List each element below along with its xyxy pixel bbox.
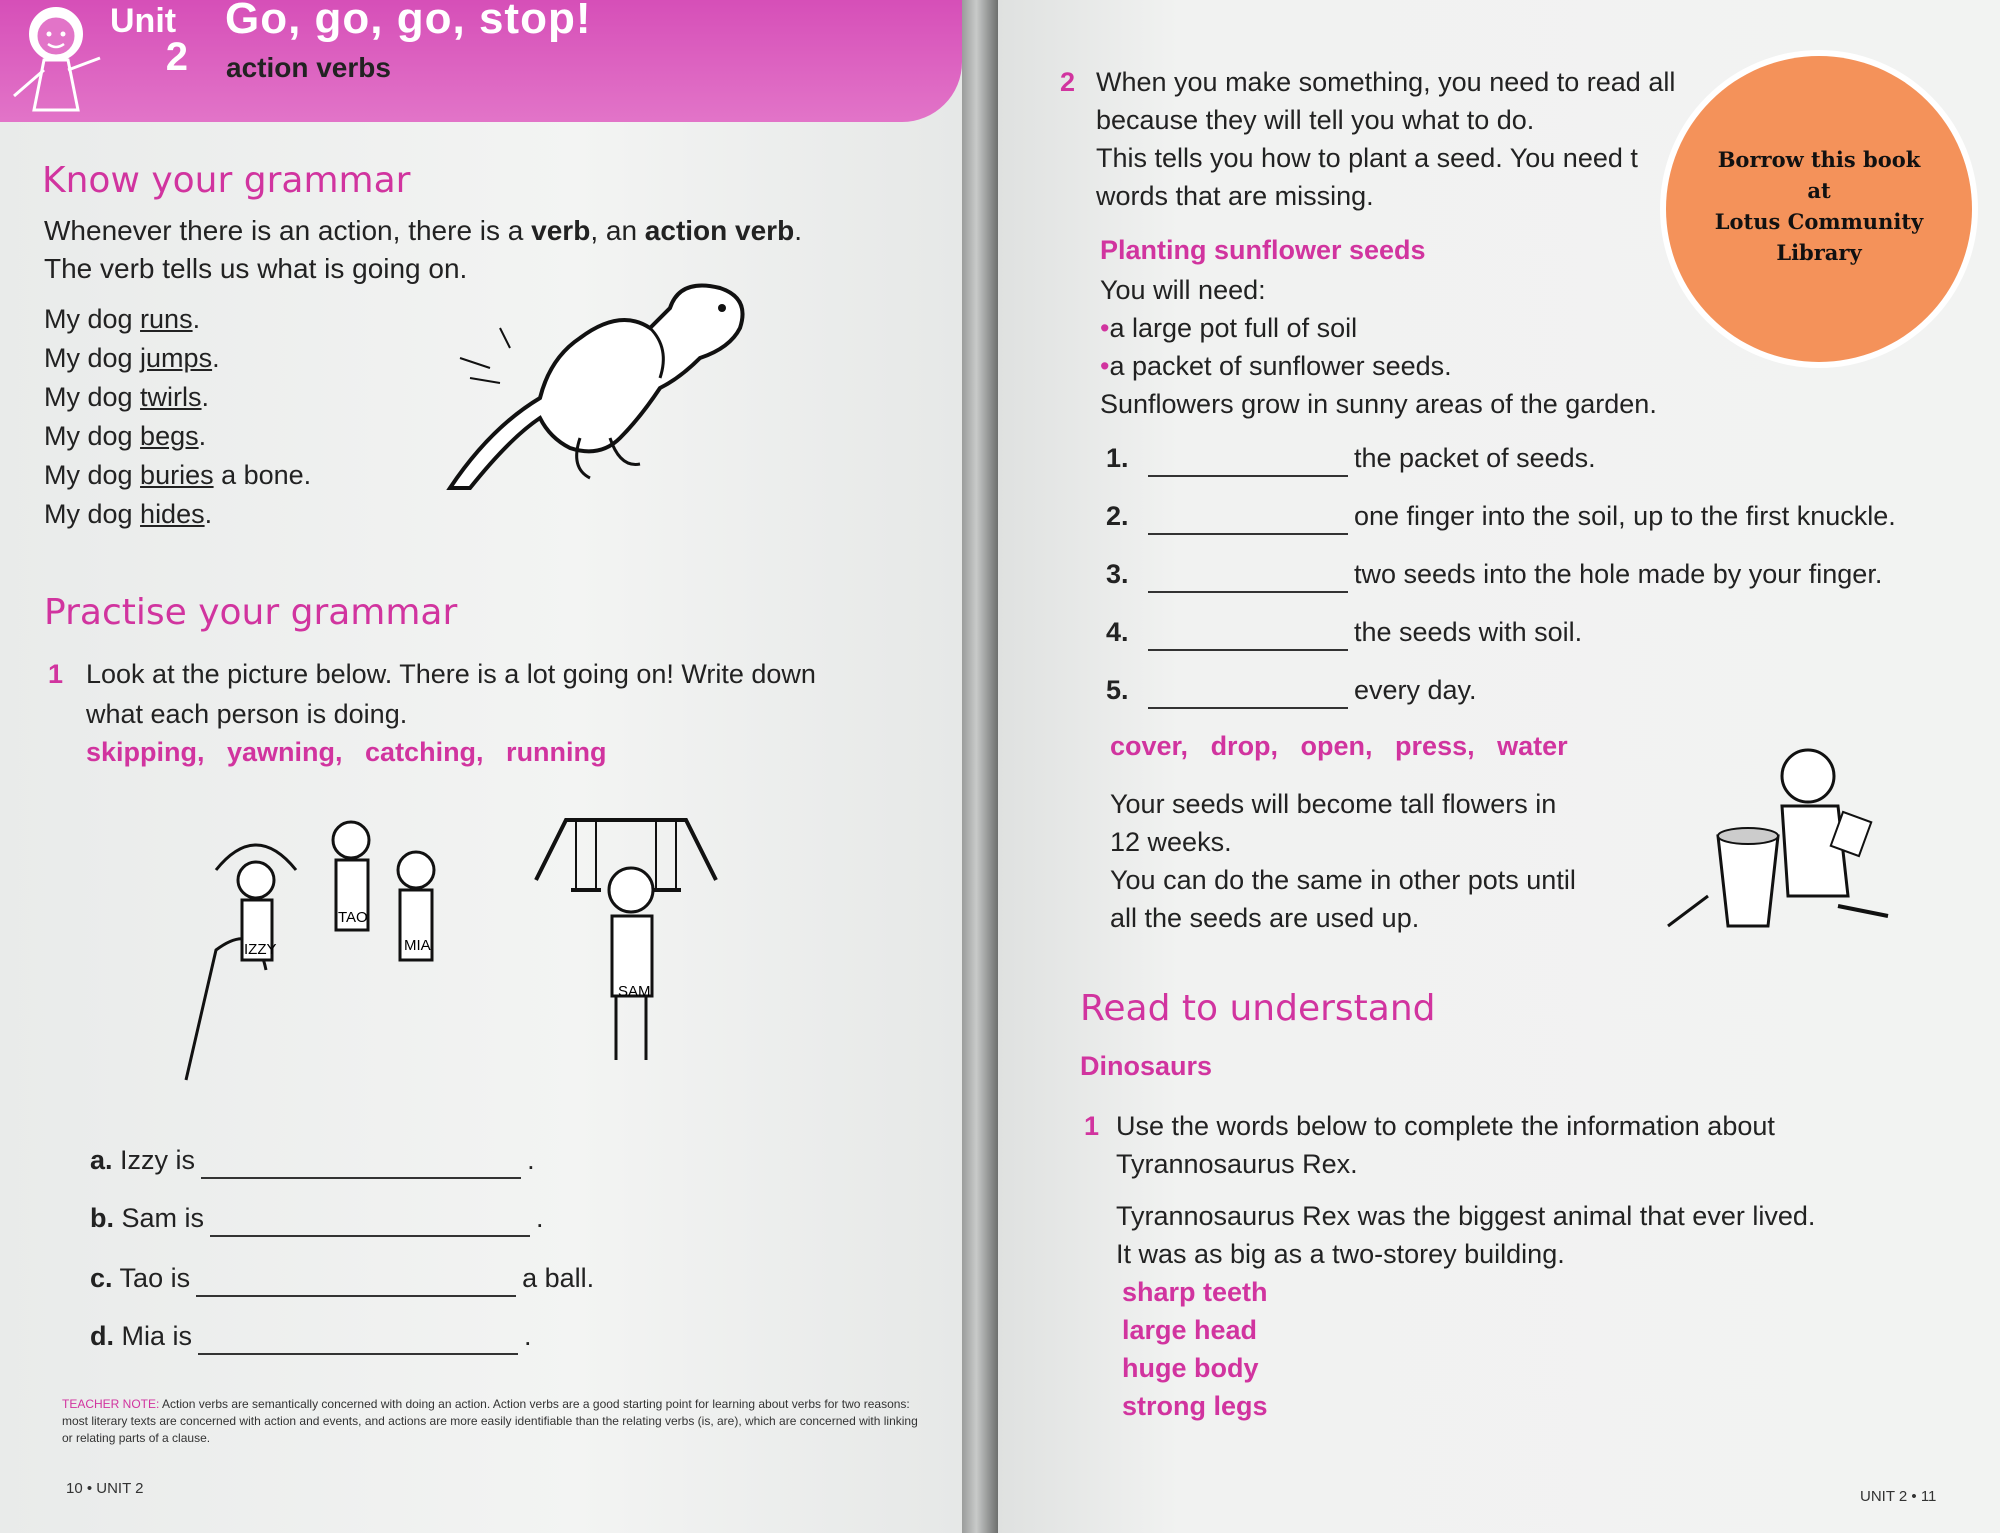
dog-examples <box>44 300 311 534</box>
example-pre: My dog <box>44 382 141 412</box>
example-verb: hides <box>140 499 205 529</box>
right-page-number: UNIT 2 • 11 <box>1860 1488 1937 1505</box>
answer-d <box>90 1318 532 1355</box>
badge-line: Lotus Community <box>1714 209 1924 234</box>
example-line <box>44 378 311 417</box>
example-pre: My dog <box>44 343 141 373</box>
intro-text: Whenever there is an action, there is a <box>44 215 532 246</box>
left-page-number: 10 • UNIT 2 <box>66 1480 144 1497</box>
trex-word: strong legs <box>1122 1391 1268 1421</box>
read-understand-heading: Read to understand <box>1080 988 1436 1029</box>
unit-word: Unit <box>110 2 177 40</box>
label-izzy: IZZY <box>244 941 277 958</box>
step-text: one finger into the soil, up to the first knuckle. <box>1354 501 1896 531</box>
answer-end: . <box>524 1321 532 1351</box>
answer-letter: a. <box>90 1145 113 1175</box>
need-item <box>1100 310 1357 347</box>
example-verb: twirls <box>140 382 202 412</box>
step-blank[interactable] <box>1148 449 1348 477</box>
playground-illustration <box>176 800 746 1100</box>
example-post: . <box>192 304 201 334</box>
answer-prompt: Mia is <box>121 1321 193 1351</box>
step-number: 1. <box>1106 443 1129 473</box>
example-verb: jumps <box>140 343 213 373</box>
q2-line-4: words that are missing. <box>1096 181 1374 211</box>
answer-prompt: Izzy is <box>120 1145 196 1175</box>
step-5 <box>1106 672 1477 709</box>
q2-line-3: This tells you how to plant a seed. You need t <box>1096 143 1638 173</box>
label-sam: SAM <box>618 983 651 1000</box>
answer-blank[interactable] <box>210 1209 530 1237</box>
example-pre: My dog <box>44 460 141 490</box>
unit-number: 2 <box>165 35 188 79</box>
example-post: . <box>204 499 213 529</box>
intro-text: . <box>794 215 802 246</box>
r1-line-2: Tyrannosaurus Rex. <box>1116 1149 1358 1179</box>
answer-blank[interactable] <box>201 1151 521 1179</box>
need-text: a packet of sunflower seeds. <box>1109 351 1452 381</box>
trex-word: sharp teeth <box>1122 1277 1268 1307</box>
answer-blank[interactable] <box>198 1327 518 1355</box>
r1-line-1: Use the words below to complete the information about <box>1116 1111 1775 1141</box>
jumping-dog-illustration <box>430 268 750 498</box>
step-number: 4. <box>1106 617 1129 647</box>
q2-line-1: When you make something, you need to read all <box>1096 67 1676 97</box>
example-verb: buries <box>140 460 214 490</box>
planting-title: Planting sunflower seeds <box>1100 235 1426 265</box>
answer-letter: b. <box>90 1203 114 1233</box>
q1-line-2: what each person is doing. <box>86 699 408 729</box>
step-blank[interactable] <box>1148 565 1348 593</box>
step-2 <box>1106 498 1896 535</box>
badge-line: Borrow this book at <box>1717 147 1921 203</box>
practise-grammar-heading: Practise your grammar <box>44 592 458 633</box>
step-word-bank: cover, drop, open, press, water <box>1110 731 1568 761</box>
step-number: 5. <box>1106 675 1129 705</box>
unit-label <box>110 2 210 80</box>
q1-word-bank: skipping, yawning, catching, running <box>86 737 607 767</box>
answer-b <box>90 1200 544 1237</box>
badge-text <box>1706 144 1932 268</box>
trex-word: large head <box>1122 1315 1258 1345</box>
q1-number <box>48 656 63 693</box>
answer-prompt: Tao is <box>119 1263 191 1293</box>
step-1 <box>1106 440 1596 477</box>
answer-letter: d. <box>90 1321 114 1351</box>
step-text: the packet of seeds. <box>1354 443 1596 473</box>
outro-line-4: all the seeds are used up. <box>1110 903 1420 933</box>
outro-line-3: You can do the same in other pots until <box>1110 865 1576 895</box>
answer-end: . <box>527 1145 535 1175</box>
example-line <box>44 300 311 339</box>
library-badge <box>1666 56 1972 362</box>
example-line <box>44 417 311 456</box>
question-number: 2 <box>1060 67 1076 97</box>
answer-end: . <box>536 1203 544 1233</box>
intro-verb: verb <box>531 215 591 246</box>
sunny-line: Sunflowers grow in sunny areas of the garden. <box>1100 389 1657 419</box>
book-gutter <box>962 0 998 1533</box>
boy-planting-illustration <box>1658 736 1928 946</box>
girl-mascot-icon <box>4 0 108 122</box>
q2-line-2: because they will tell you what to do. <box>1096 105 1535 135</box>
example-post: . <box>212 343 220 373</box>
step-blank[interactable] <box>1148 623 1348 651</box>
step-4 <box>1106 614 1582 651</box>
trex-line-1: Tyrannosaurus Rex was the biggest animal that ever lived. <box>1116 1201 1816 1231</box>
teacher-note-text: Action verbs are semantically concerned with doing an action. Action verbs are a good starting point for learning about verbs for two reasons: most literary texts are concerned with action and events, and actions are more easily identifiable than the relating verbs (is, are), which are concerned with linking or relating parts of a clause. <box>62 1397 918 1445</box>
answer-c <box>90 1260 594 1297</box>
example-post: . <box>198 421 207 451</box>
unit-title: Go, go, go, stop! <box>225 0 592 43</box>
left-page <box>0 0 962 1533</box>
outro-line-1: Your seeds will become tall flowers in <box>1110 789 1557 819</box>
example-verb: begs <box>140 421 199 451</box>
intro-text: , an <box>590 215 645 246</box>
example-verb: runs <box>140 304 193 334</box>
step-number: 3. <box>1106 559 1129 589</box>
bullet-icon: • <box>1100 313 1110 343</box>
intro-line-1 <box>44 212 802 249</box>
example-post: . <box>201 382 210 412</box>
step-text: every day. <box>1354 675 1477 705</box>
example-line <box>44 339 311 378</box>
example-pre: My dog <box>44 499 141 529</box>
intro-line-2: The verb tells us what is going on. <box>44 253 468 284</box>
step-blank[interactable] <box>1148 681 1348 709</box>
you-will-need: You will need: <box>1100 275 1266 305</box>
example-line <box>44 456 311 495</box>
intro-action-verb: action verb <box>644 215 795 246</box>
step-number: 2. <box>1106 501 1129 531</box>
need-text: a large pot full of soil <box>1109 313 1358 343</box>
teacher-note-label: TEACHER NOTE: <box>62 1397 160 1411</box>
badge-line: Library <box>1776 240 1862 265</box>
example-pre: My dog <box>44 304 141 334</box>
answer-end: a ball. <box>522 1263 595 1293</box>
question-number: 1 <box>1084 1111 1100 1141</box>
answer-prompt: Sam is <box>121 1203 205 1233</box>
answer-blank[interactable] <box>196 1269 516 1297</box>
trex-word: huge body <box>1122 1353 1259 1383</box>
step-blank[interactable] <box>1148 507 1348 535</box>
know-grammar-heading: Know your grammar <box>42 160 411 201</box>
answer-letter: c. <box>90 1263 113 1293</box>
bullet-icon: • <box>1100 351 1110 381</box>
teacher-note <box>62 1396 922 1447</box>
example-pre: My dog <box>44 421 141 451</box>
question-number: 1 <box>48 659 64 689</box>
step-text: the seeds with soil. <box>1354 617 1583 647</box>
unit-subtitle: action verbs <box>226 52 391 83</box>
answer-a <box>90 1142 535 1179</box>
example-post: a bone. <box>213 460 312 490</box>
dinosaurs-title: Dinosaurs <box>1080 1051 1213 1081</box>
need-item <box>1100 348 1452 385</box>
outro-line-2: 12 weeks. <box>1110 827 1232 857</box>
label-mia: MIA <box>404 937 431 954</box>
r1-number <box>1084 1108 1099 1145</box>
step-3 <box>1106 556 1882 593</box>
q1-line-1: Look at the picture below. There is a lot going on! Write down <box>86 659 816 689</box>
example-line <box>44 495 311 534</box>
q2-number <box>1060 64 1075 101</box>
label-tao: TAO <box>338 909 368 926</box>
step-text: two seeds into the hole made by your finger. <box>1354 559 1883 589</box>
trex-line-2: It was as big as a two-storey building. <box>1116 1239 1565 1269</box>
